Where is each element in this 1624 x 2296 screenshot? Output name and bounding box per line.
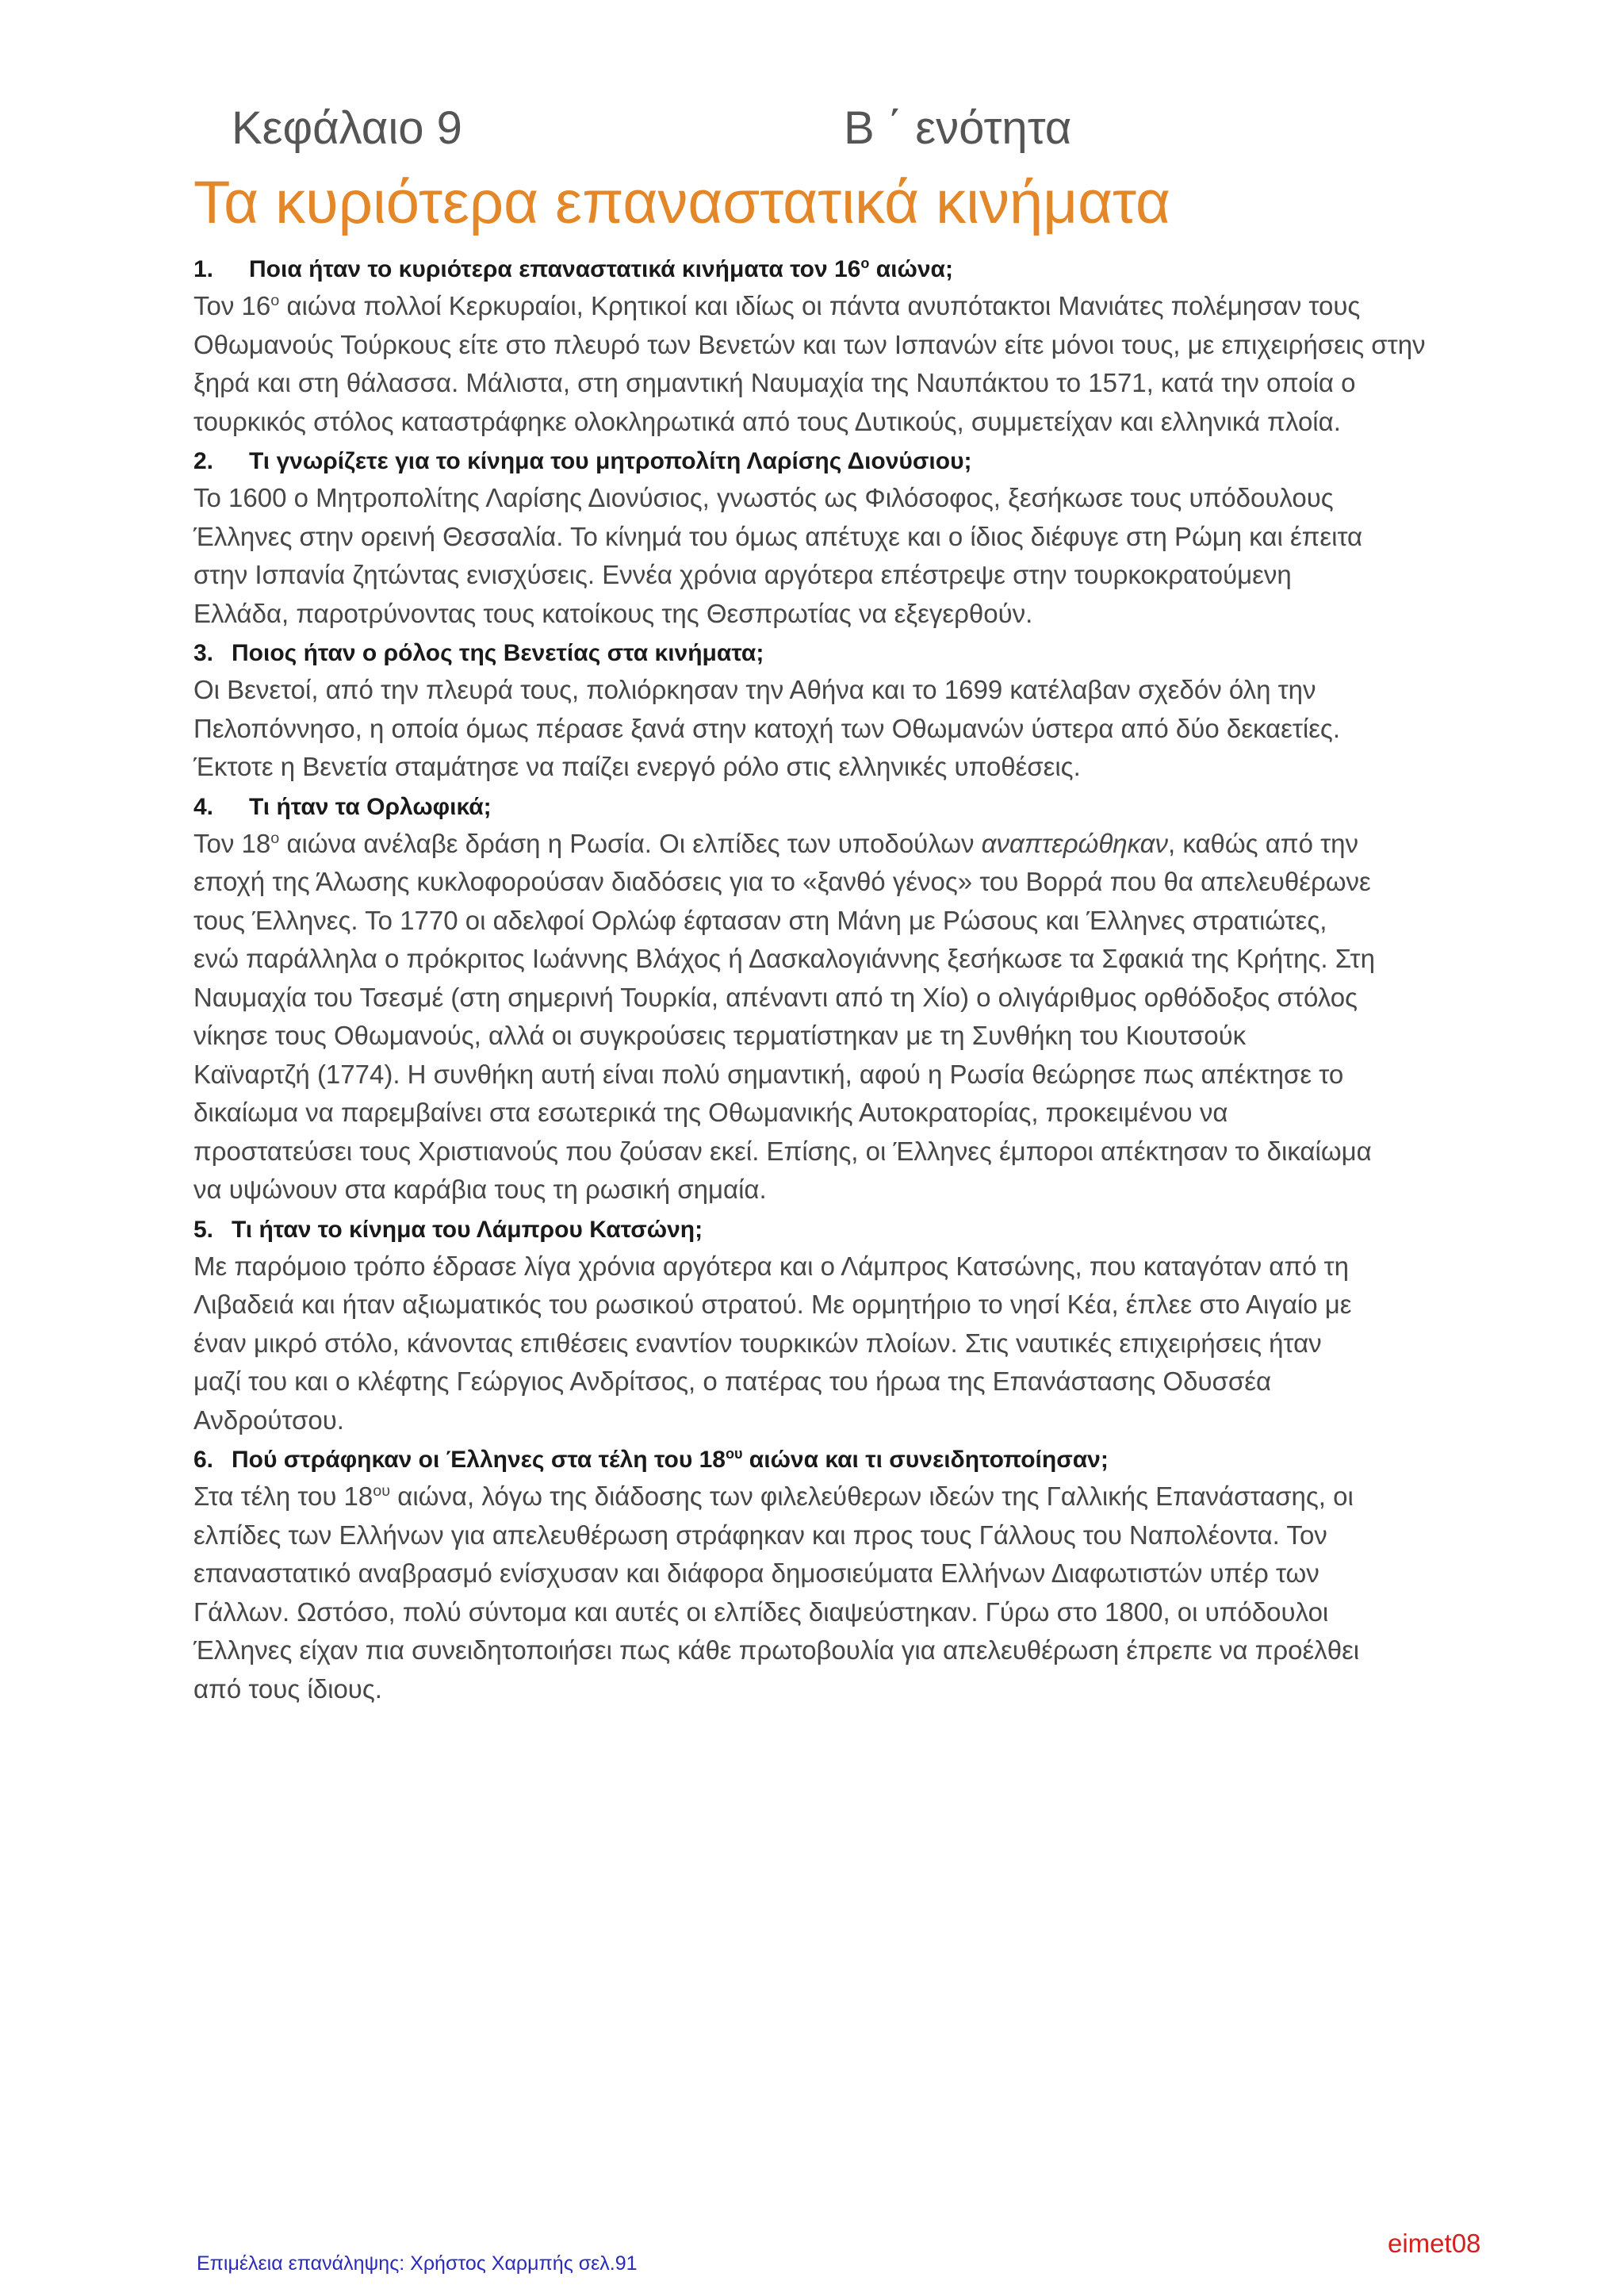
questions-list (193, 252, 1565, 1711)
answer-4 (193, 825, 1565, 1209)
answer-2 (193, 479, 1565, 633)
answer-line: τους Έλληνες. Το 1770 οι αδελφοί Ορλώφ έφτασαν στη Μάνη με Ρώσους και Έλληνες στρατιώτες, (193, 905, 1327, 935)
answer-line: επαναστατικό αναβρασμό ενίσχυσαν και διάφορα δημοσιεύματα Ελλήνων Διαφωτιστών υπέρ των (193, 1558, 1320, 1588)
answer-6 (193, 1478, 1565, 1708)
answer-line: Έκτοτε η Βενετία σταμάτησε να παίζει ενεργό ρόλο στις ελληνικές υποθέσεις. (193, 752, 1081, 781)
question-6: 6. Πού στράφηκαν οι Έλληνες στα τέλη του $18^{o\upsilon}$ αιώνα και τι συνειδητοποίησαν; (193, 1443, 1565, 1478)
question-3: 3. Ποιος ήταν ο ρόλος της Βενετίας στα κινήματα; (193, 636, 1565, 671)
answer-line: δικαίωμα να παρεμβαίνει στα εσωτερικά της Οθωμανικής Αυτοκρατορίας, προκειμένου να (193, 1098, 1228, 1127)
answer-line: ελπίδες των Ελλήνων για απελευθέρωση στράφηκαν και προς τους Γάλλους του Ναπολέοντα. Τον (193, 1520, 1327, 1550)
question-number: 1. (193, 256, 214, 282)
question-number: 4. (193, 793, 214, 820)
answer-1 (193, 287, 1565, 441)
answer-line: ξηρά και στη θάλασσα. Μάλιστα, στη σημαντική Ναυμαχία της Ναυπάκτου το 1571, κατά την οποία ο (193, 368, 1356, 397)
question-number: 6. (193, 1447, 214, 1473)
question-5: 5. Τι ήταν το κίνημα του Λάμπρου Κατσώνη; (193, 1213, 1565, 1248)
answer-line: Τον $18^o$ αιώνα ανέλαβε δράση η Ρωσία. Οι ελπίδες των υποδούλων αναπτερώθηκαν, καθώς από την (193, 828, 1358, 858)
footer-code: eimet08 (1388, 2229, 1481, 2258)
answer-line: Οθωμανούς Τούρκους είτε στο πλευρό των Βενετών και των Ισπανών είτε μόνοι τους, με επιχειρήσεις στην (193, 329, 1426, 359)
question-number: 3. (193, 640, 214, 666)
answer-line: προστατεύσει τους Χριστιανούς που ζούσαν εκεί. Επίσης, οι Έλληνες έμποροι απέκτησαν το δικαίωμα (193, 1136, 1372, 1166)
answer-line: Ανδρούτσου. (193, 1405, 344, 1435)
answer-line: Στα τέλη του $18^{o\upsilon}$ αιώνα, λόγω της διάδοσης των φιλελεύθερων ιδεών της Γαλλικής Επανάστασης, οι (193, 1481, 1354, 1511)
chapter-label: Κεφάλαιο 9 (232, 102, 462, 154)
question-number: 2. (193, 448, 214, 474)
question-4: 4. Τι ήταν τα Ορλωφικά; (193, 790, 1565, 825)
answer-line: Ελλάδα, παροτρύνοντας τους κατοίκους της Θεσπρωτίας να εξεγερθούν. (193, 598, 1033, 628)
page-header (232, 102, 1421, 165)
answer-line: Το 1600 ο Μητροπολίτης Λαρίσης Διονύσιος, γνωστός ως Φιλόσοφος, ξεσήκωσε τους υπόδουλους (193, 483, 1334, 512)
answer-line: τουρκικός στόλος καταστράφηκε ολοκληρωτικά από τους Δυτικούς, συμμετείχαν και ελληνικά πλοία. (193, 406, 1341, 436)
answer-line: Πελοπόννησο, η οποία όμως πέρασε ξανά στην κατοχή των Οθωμανών ύστερα από δύο δεκαετίες. (193, 713, 1340, 743)
answer-line: Με παρόμοιο τρόπο έδρασε λίγα χρόνια αργότερα και ο Λάμπρος Κατσώνης, που καταγόταν από τη (193, 1251, 1349, 1281)
answer-3 (193, 671, 1565, 787)
answer-line: Έλληνες στην ορεινή Θεσσαλία. Το κίνημά του όμως απέτυχε και ο ίδιος διέφυγε στη Ρώμη και έπειτα (193, 521, 1363, 551)
answer-line: στην Ισπανία ζητώντας ενισχύσεις. Εννέα χρόνια αργότερα επέστρεψε στην τουρκοκρατούμενη (193, 560, 1292, 589)
answer-line: Λιβαδειά και ήταν αξιωματικός του ρωσικού στρατού. Με ορμητήριο το νησί Κέα, έπλεε στο Αιγαίο με (193, 1290, 1352, 1319)
footer-credit: Επιμέλεια επανάληψης: Χρήστος Χαρμπής σελ.91 (197, 2252, 638, 2275)
answer-line: ενώ παράλληλα ο πρόκριτος Ιωάννης Βλάχος ή Δασκαλογιάννης ξεσήκωσε τα Σφακιά της Κρήτης. Στη (193, 944, 1375, 973)
page-title: Τα κυριότερα επαναστατικά κινήματα (193, 169, 1170, 236)
question-number: 5. (193, 1216, 214, 1243)
answer-line: έναν μικρό στόλο, κάνοντας επιθέσεις εναντίον τουρκικών πλοίων. Στις ναυτικές επιχειρήσεις ήταν (193, 1328, 1322, 1358)
answer-line: Καϊναρτζή (1774). Η συνθήκη αυτή είναι πολύ σημαντική, αφού η Ρωσία θεώρησε πως απέκτησε το (193, 1059, 1344, 1089)
answer-5 (193, 1248, 1565, 1440)
answer-line: εποχή της Άλωσης κυκλοφορούσαν διαδόσεις για το «ξανθό γένος» του Βορρά που θα απελευθέρωνε (193, 867, 1371, 896)
question-1: 1. Ποια ήταν το κυριότερα επαναστατικά κινήματα τον $16^o$ αιώνα; (193, 252, 1565, 287)
unit-label: Β ΄ ενότητα (844, 102, 1072, 154)
answer-line: Οι Βενετοί, από την πλευρά τους, πολιόρκησαν την Αθήνα και το 1699 κατέλαβαν σχεδόν όλη την (193, 675, 1316, 704)
answer-line: Έλληνες είχαν πια συνειδητοποιήσει πως κάθε πρωτοβουλία για απελευθέρωση έπρεπε να προέλθει (193, 1635, 1360, 1665)
answer-line: Γάλλων. Ωστόσο, πολύ σύντομα και αυτές οι ελπίδες διαψεύστηκαν. Γύρω στο 1800, οι υπόδουλοι (193, 1596, 1329, 1627)
question-2: 2. Τι γνωρίζετε για το κίνημα του μητροπολίτη Λαρίσης Διονύσιου; (193, 444, 1565, 479)
answer-line: μαζί του και ο κλέφτης Γεώργιος Ανδρίτσος, ο πατέρας του ήρωα της Επανάστασης Οδυσσέα (193, 1366, 1272, 1396)
answer-line: νίκησε τους Οθωμανούς, αλλά οι συγκρούσεις τερματίστηκαν με τη Συνθήκη του Κιουτσούκ (193, 1021, 1247, 1050)
answer-line: από τους ίδιους. (193, 1673, 382, 1704)
answer-line: Ναυμαχία του Τσεσμέ (στη σημερινή Τουρκία, απέναντι από τη Χίο) ο ολιγάριθμος ορθόδοξος στόλος (193, 982, 1358, 1012)
answer-line: Τον $16^o$ αιώνα πολλοί Κερκυραίοι, Κρητικοί και ιδίως οι πάντα ανυπότακτοι Μανιάτες πολέμησαν τους (193, 291, 1361, 320)
answer-line: να υψώνουν στα καράβια τους τη ρωσική σημαία. (193, 1175, 767, 1204)
